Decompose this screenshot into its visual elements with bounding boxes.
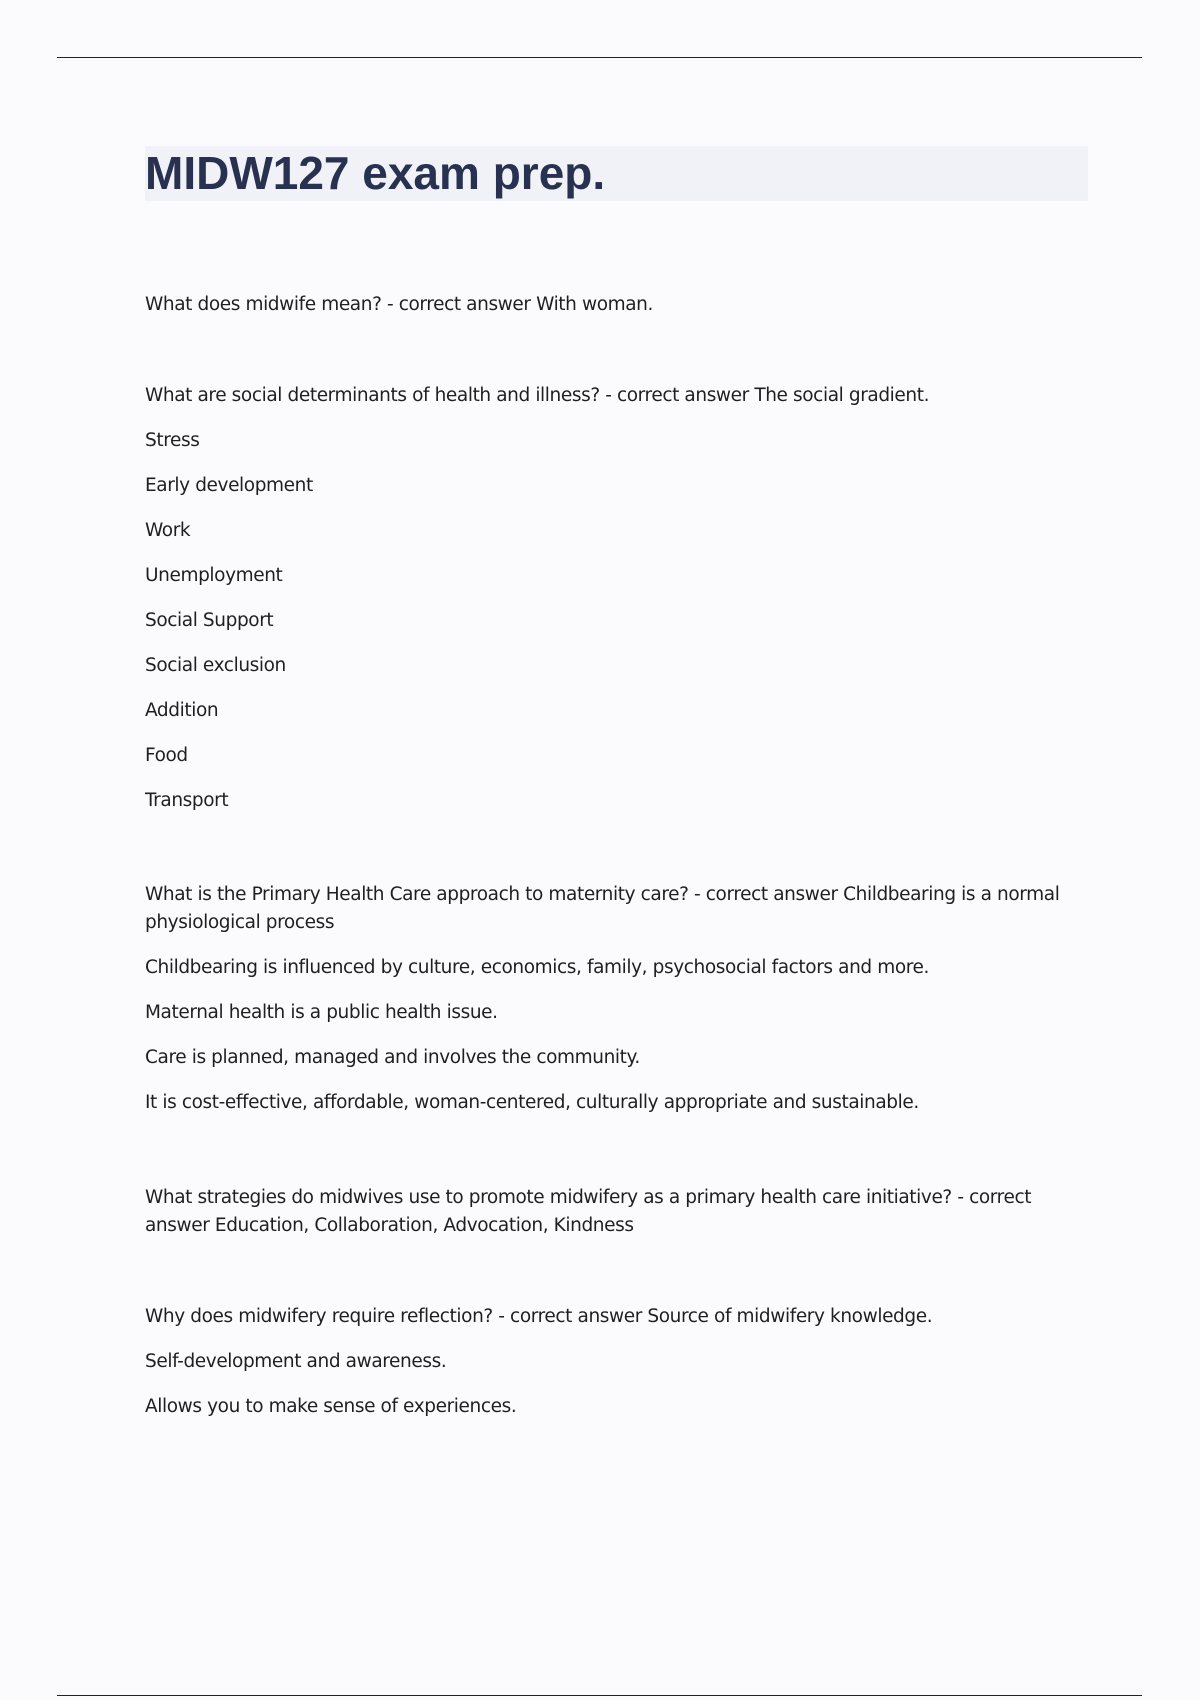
qa-detail: Care is planned, managed and involves the community. bbox=[145, 1047, 640, 1068]
qa-block-reflection bbox=[145, 1303, 1090, 1421]
qa-detail: Work bbox=[145, 520, 191, 541]
qa-block-midwife-meaning bbox=[145, 291, 1090, 319]
qa-detail: It is cost-effective, affordable, woman-centered, culturally appropriate and sustainable. bbox=[145, 1092, 919, 1113]
qa-block-strategies bbox=[145, 1184, 1090, 1240]
qa-detail: Allows you to make sense of experiences. bbox=[145, 1396, 517, 1417]
qa-detail: Early development bbox=[145, 475, 313, 496]
qa-detail: Unemployment bbox=[145, 565, 283, 586]
qa-question: What is the Primary Health Care approach to maternity care? - correct answer Childbearing is a normal physiological process bbox=[145, 884, 1060, 933]
qa-detail: Social Support bbox=[145, 610, 274, 631]
qa-detail: Stress bbox=[145, 430, 200, 451]
qa-detail: Transport bbox=[145, 790, 229, 811]
qa-detail: Self-development and awareness. bbox=[145, 1351, 447, 1372]
qa-detail: Food bbox=[145, 745, 188, 766]
top-rule bbox=[57, 57, 1142, 58]
bottom-rule bbox=[57, 1695, 1142, 1696]
qa-question: Why does midwifery require reflection? - correct answer Source of midwifery knowledge. bbox=[145, 1306, 933, 1327]
qa-block-social-determinants bbox=[145, 382, 1090, 815]
document-title: MIDW127 exam prep. bbox=[145, 147, 606, 199]
qa-block-primary-health-care bbox=[145, 881, 1090, 1117]
qa-detail: Maternal health is a public health issue. bbox=[145, 1002, 498, 1023]
qa-detail: Childbearing is influenced by culture, economics, family, psychosocial factors and more. bbox=[145, 957, 930, 978]
qa-detail: Addition bbox=[145, 700, 219, 721]
qa-question: What are social determinants of health and illness? - correct answer The social gradient. bbox=[145, 385, 930, 406]
qa-detail: Social exclusion bbox=[145, 655, 286, 676]
qa-question: What does midwife mean? - correct answer With woman. bbox=[145, 294, 653, 315]
qa-question: What strategies do midwives use to promote midwifery as a primary health care initiative? - correct answer Education, Collaboration, Advocation, Kindness bbox=[145, 1187, 1032, 1236]
